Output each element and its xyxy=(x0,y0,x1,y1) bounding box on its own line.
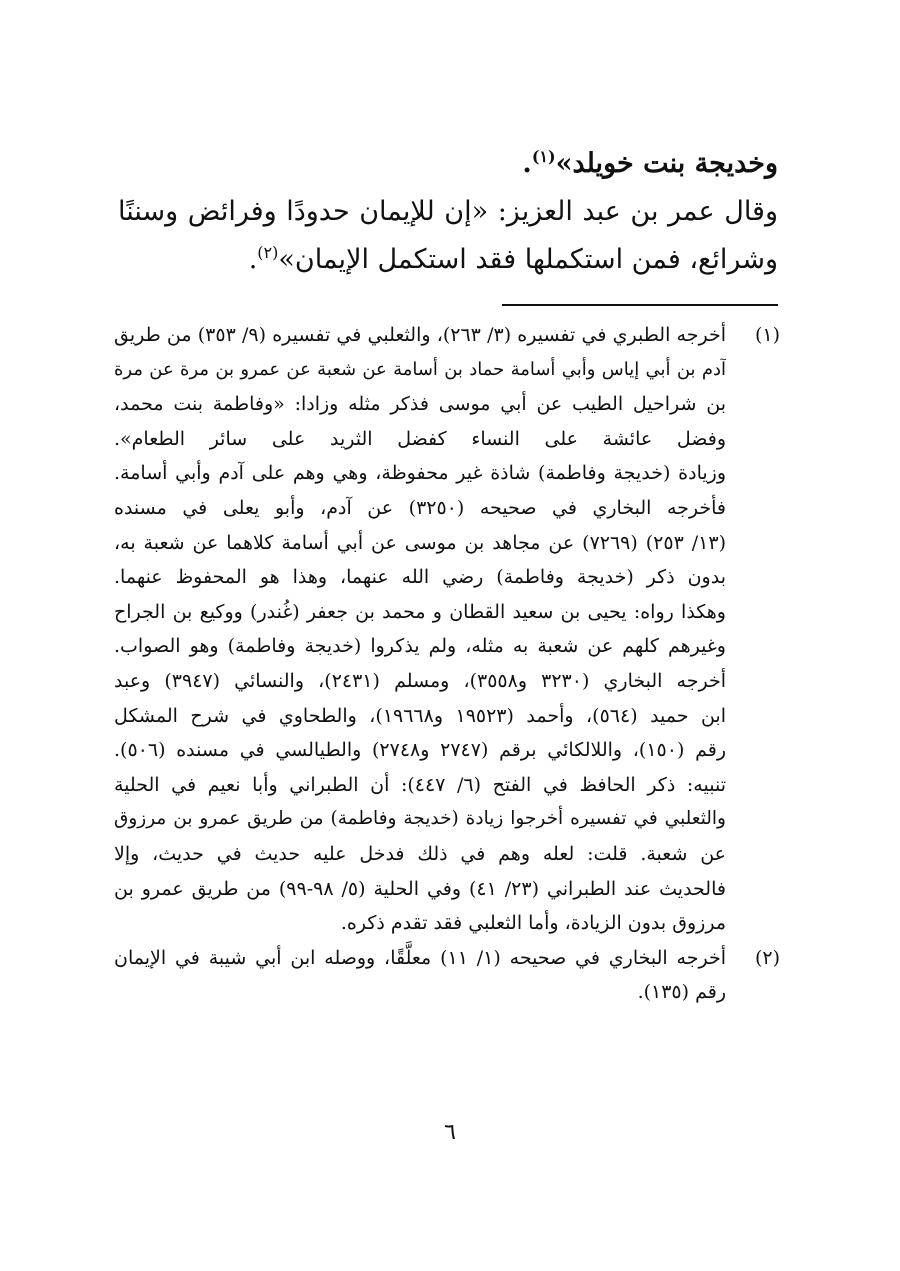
footnote-line: أخرجه البخاري في صحيحه (١/ ١١) معلَّقًا، ووصله ابن أبي شيبة في الإيمان xyxy=(114,946,726,969)
main-text-line: وقال عمر بن عبد العزيز: «إن للإيمان حدودًا وفرائض وسننًا xyxy=(118,196,778,227)
page-number: ٦ xyxy=(444,1120,456,1145)
footnote-line: (١٣/ ٢٥٣) (٧٢٦٩) عن مجاهد بن موسى عن أبي أسامة كلاهما عن شعبة به، xyxy=(114,531,726,554)
main-text-line xyxy=(118,236,778,284)
footnote-line: أخرجه البخاري (٣٢٣٠ و٣٥٥٨)، ومسلم (٢٤٣١)، والنسائي (٣٩٤٧) وعبد xyxy=(114,669,726,692)
footnote-line: فأخرجه البخاري في صحيحه (٣٢٥٠) عن آدم، وأبو يعلى في مسنده xyxy=(114,496,726,519)
main-text-segment: وشرائع، فمن استكملها فقد استكمل الإيمان» xyxy=(278,244,778,275)
footnote-reference[interactable]: (١) xyxy=(531,147,556,166)
footnote xyxy=(114,941,780,1010)
footnote-line: بن شراحيل الطيب عن أبي موسى فذكر مثله وزادا: «وفاطمة بنت محمد، xyxy=(114,393,726,416)
main-text-line xyxy=(118,140,778,188)
footnote-number: (٢) xyxy=(754,946,780,969)
footnote-separator xyxy=(502,304,778,306)
footnote-line: وهكذا رواه: يحيى بن سعيد القطان و محمد بن جعفر (غُندر) ووكيع بن الجراح xyxy=(114,600,726,623)
footnote-line: رقم (١٥٠)، واللالكائي برقم (٢٧٤٧ و٢٧٤٨) والطيالسي في مسنده (٥٠٦). xyxy=(114,739,726,762)
main-text-segment: . xyxy=(522,148,532,179)
main-text-segment: وخديجة بنت خويلد» xyxy=(555,148,778,179)
footnote-line: فالحديث عند الطبراني (٢٣/ ٤١) وفي الحلية (٥/ ٩٨-٩٩) من طريق عمرو بن xyxy=(114,877,726,900)
footnote-line: بدون ذكر (خديجة وفاطمة) رضي الله عنهما، وهذا هو المحفوظ عنهما. xyxy=(114,566,726,589)
footnote-number: (١) xyxy=(754,324,780,346)
footnote-line: وزيادة (خديجة وفاطمة) شاذة غير محفوظة، وهي وهم على آدم وأبي أسامة. xyxy=(114,462,726,485)
footnote-line: آدم بن أبي إياس وأبي أسامة حماد بن أسامة عن شعبة عن عمرو بن مرة عن مرة xyxy=(114,358,726,380)
footnote-line: وغيرهم كلهم عن شعبة به مثله، ولم يذكروا (خديجة وفاطمة) وهو الصواب. xyxy=(114,635,726,658)
footnote-line: وفضل عائشة على النساء كفضل الثريد على سائر الطعام». xyxy=(114,427,726,450)
footnote-line: ابن حميد (٥٦٤)، وأحمد (١٩٥٢٣ و١٩٦٦٨)، والطحاوي في شرح المشكل xyxy=(114,704,726,727)
footnotes xyxy=(114,318,780,1010)
footnote-line: رقم (١٣٥). xyxy=(637,981,726,1004)
footnote xyxy=(114,318,780,941)
footnote-line: مرزوق بدون الزيادة، وأما الثعلبي فقد تقدم ذكره. xyxy=(340,912,726,935)
footnote-line: تنبيه: ذكر الحافظ في الفتح (٦/ ٤٤٧): أن الطبراني وأبا نعيم في الحلية xyxy=(114,773,726,796)
footnote-line: والثعلبي في تفسيره أخرجوا زيادة (خديجة وفاطمة) من طريق عمرو بن مرزوق xyxy=(114,808,726,830)
footnote-line: أخرجه الطبري في تفسيره (٣/ ٢٦٣)، والثعلبي في تفسيره (٩/ ٣٥٣) من طريق xyxy=(114,324,726,346)
main-text-segment: . xyxy=(248,244,258,275)
main-text xyxy=(118,140,778,284)
footnote-reference[interactable]: (٢) xyxy=(257,243,279,262)
footnote-line: عن شعبة. قلت: لعله وهم في ذلك فدخل عليه حديث في حديث، وإلا xyxy=(114,842,726,865)
